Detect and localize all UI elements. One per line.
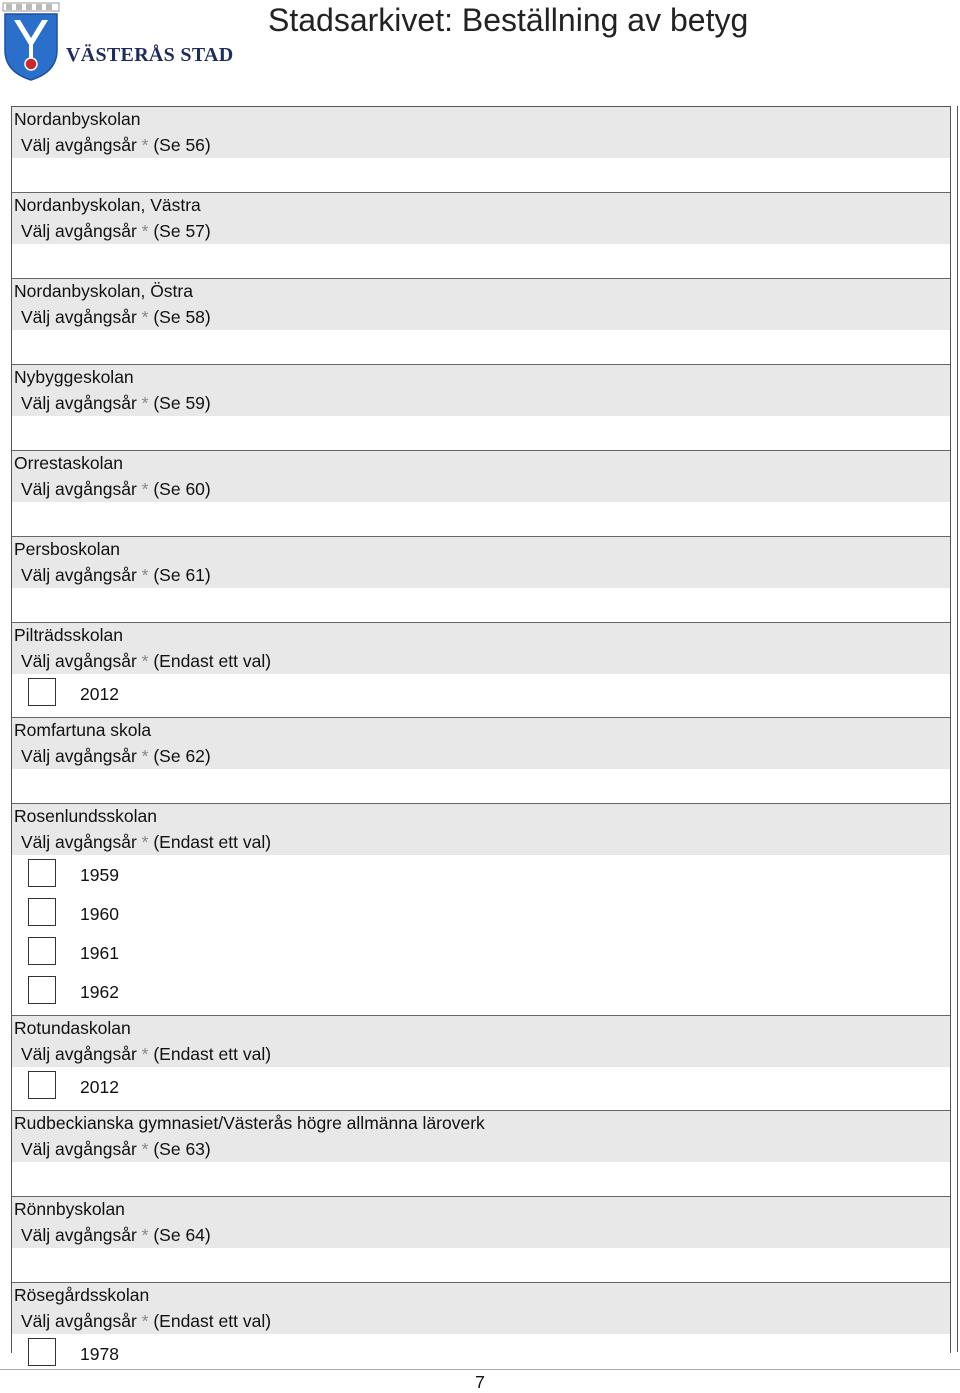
required-mark: * — [141, 1311, 149, 1331]
section-spacer — [12, 769, 950, 803]
year-option-label: 1978 — [80, 1344, 119, 1364]
school-name: Rönnbyskolan — [14, 1199, 125, 1219]
year-prompt-label: Välj avgångsår — [21, 479, 137, 499]
year-prompt-note: (Se 56) — [153, 135, 211, 155]
year-option-label: 1962 — [80, 982, 119, 1002]
year-prompt-label: Välj avgångsår — [21, 1311, 137, 1331]
city-name: VÄSTERÅS STAD — [66, 44, 234, 66]
school-name: Nordanbyskolan, Östra — [14, 281, 193, 301]
required-mark: * — [141, 746, 149, 766]
school-header — [12, 193, 950, 244]
year-checkbox[interactable] — [28, 937, 56, 965]
year-prompt-label: Välj avgångsår — [21, 393, 137, 413]
school-section — [12, 278, 950, 364]
required-mark: * — [141, 832, 149, 852]
school-section — [12, 1110, 950, 1196]
year-prompt — [14, 132, 950, 158]
school-name: Rudbeckianska gymnasiet/Västerås högre allmänna läroverk — [14, 1113, 485, 1133]
school-name: Pilträdsskolan — [14, 625, 123, 645]
year-prompt-label: Välj avgångsår — [21, 651, 137, 671]
year-prompt-note: (Se 59) — [153, 393, 211, 413]
section-spacer — [12, 502, 950, 536]
school-section — [12, 1196, 950, 1282]
section-spacer — [12, 1162, 950, 1196]
year-prompt-note: (Se 61) — [153, 565, 211, 585]
school-name: Rosenlundsskolan — [14, 806, 158, 826]
year-prompt-note: (Se 57) — [153, 221, 211, 241]
school-header — [12, 804, 950, 855]
year-option-label: 2012 — [80, 1077, 119, 1097]
school-section — [12, 622, 950, 717]
year-checkbox[interactable] — [28, 859, 56, 887]
year-option-label: 1960 — [80, 904, 119, 924]
year-prompt — [14, 218, 950, 244]
section-spacer — [12, 416, 950, 450]
school-header — [12, 1283, 950, 1334]
year-option[interactable] — [27, 859, 950, 898]
year-prompt — [14, 1136, 950, 1162]
year-checkbox[interactable] — [28, 1338, 56, 1366]
year-prompt-note: (Endast ett val) — [153, 1044, 272, 1064]
year-prompt-note: (Endast ett val) — [153, 651, 272, 671]
year-option[interactable] — [27, 898, 950, 937]
school-name: Nybyggeskolan — [14, 367, 134, 387]
section-spacer — [12, 588, 950, 622]
school-header — [12, 279, 950, 330]
year-options — [12, 1067, 950, 1110]
school-header — [12, 1016, 950, 1067]
school-section — [12, 1015, 950, 1110]
page-title: Stadsarkivet: Beställning av betyg — [268, 2, 749, 38]
school-header — [12, 1111, 950, 1162]
year-prompt — [14, 648, 950, 674]
year-prompt-label: Välj avgångsår — [21, 135, 137, 155]
year-prompt-label: Välj avgångsår — [21, 307, 137, 327]
year-prompt — [14, 562, 950, 588]
school-name: Rösegårdsskolan — [14, 1285, 150, 1305]
school-name: Romfartuna skola — [14, 720, 152, 740]
required-mark: * — [141, 307, 149, 327]
school-section — [12, 192, 950, 278]
school-section — [12, 450, 950, 536]
year-prompt-note: (Endast ett val) — [153, 1311, 272, 1331]
year-option[interactable] — [27, 937, 950, 976]
year-prompt-note: (Se 64) — [153, 1225, 211, 1245]
year-option-label: 1959 — [80, 865, 119, 885]
year-prompt-label: Välj avgångsår — [21, 565, 137, 585]
year-prompt-label: Välj avgångsår — [21, 1044, 137, 1064]
section-spacer — [12, 244, 950, 278]
school-section — [12, 364, 950, 450]
school-name: Rotundaskolan — [14, 1018, 131, 1038]
year-checkbox[interactable] — [28, 976, 56, 1004]
required-mark: * — [141, 221, 149, 241]
year-prompt-note: (Se 58) — [153, 307, 211, 327]
school-name: Orrestaskolan — [14, 453, 123, 473]
required-mark: * — [141, 479, 149, 499]
year-option[interactable] — [27, 976, 950, 1015]
school-section — [12, 536, 950, 622]
section-spacer — [12, 1248, 950, 1282]
school-header — [12, 718, 950, 769]
year-option[interactable] — [27, 678, 950, 717]
page-header — [0, 0, 960, 95]
vasteras-coat-of-arms-logo — [2, 2, 60, 82]
required-mark: * — [141, 393, 149, 413]
year-option-label: 2012 — [80, 684, 119, 704]
required-mark: * — [141, 1225, 149, 1245]
school-header — [12, 451, 950, 502]
page-number: 7 — [475, 1372, 485, 1392]
year-prompt — [14, 1041, 950, 1067]
school-name: Nordanbyskolan, Västra — [14, 195, 201, 215]
year-prompt — [14, 390, 950, 416]
section-spacer — [12, 158, 950, 192]
right-border — [957, 106, 958, 1352]
year-option-label: 1961 — [80, 943, 119, 963]
year-checkbox[interactable] — [28, 1071, 56, 1099]
year-checkbox[interactable] — [28, 898, 56, 926]
year-prompt — [14, 1222, 950, 1248]
school-list — [11, 106, 951, 1364]
required-mark: * — [141, 1044, 149, 1064]
year-prompt-note: (Endast ett val) — [153, 832, 272, 852]
school-header — [12, 537, 950, 588]
required-mark: * — [141, 135, 149, 155]
year-prompt-label: Välj avgångsår — [21, 1225, 137, 1245]
section-spacer — [12, 330, 950, 364]
year-option[interactable] — [27, 1071, 950, 1110]
school-header — [12, 1197, 950, 1248]
required-mark: * — [141, 1139, 149, 1159]
year-prompt-note: (Se 63) — [153, 1139, 211, 1159]
required-mark: * — [141, 651, 149, 671]
school-name: Persboskolan — [14, 539, 121, 559]
school-section — [12, 803, 950, 1015]
year-prompt — [14, 476, 950, 502]
year-prompt — [14, 1308, 950, 1334]
year-prompt-note: (Se 62) — [153, 746, 211, 766]
school-name: Nordanbyskolan — [14, 109, 141, 129]
year-prompt-note: (Se 60) — [153, 479, 211, 499]
year-prompt-label: Välj avgångsår — [21, 221, 137, 241]
year-options — [12, 855, 950, 1015]
school-section — [12, 717, 950, 803]
year-prompt-label: Välj avgångsår — [21, 832, 137, 852]
school-section — [12, 1282, 950, 1377]
year-prompt — [14, 829, 950, 855]
required-mark: * — [141, 565, 149, 585]
year-prompt — [14, 743, 950, 769]
school-header — [12, 107, 950, 158]
year-prompt-label: Välj avgångsår — [21, 746, 137, 766]
year-prompt — [14, 304, 950, 330]
year-checkbox[interactable] — [28, 678, 56, 706]
year-options — [12, 674, 950, 717]
school-header — [12, 365, 950, 416]
school-section — [12, 107, 950, 192]
school-header — [12, 623, 950, 674]
year-prompt-label: Välj avgångsår — [21, 1139, 137, 1159]
